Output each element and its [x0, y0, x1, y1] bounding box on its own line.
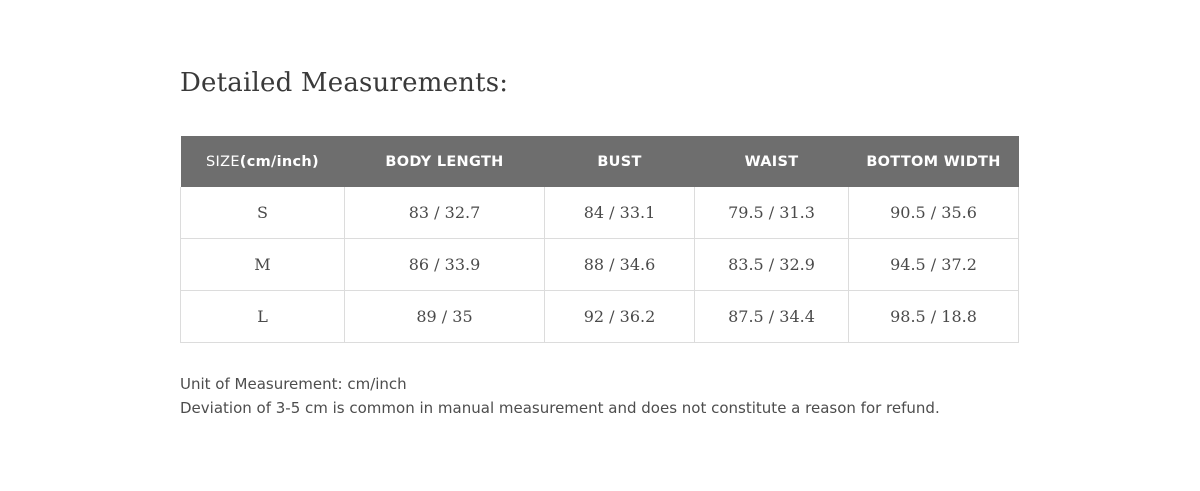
note-unit: Unit of Measurement: cm/inch — [180, 375, 407, 393]
cell-waist: 83.5 / 32.9 — [695, 239, 849, 291]
column-header-bust: BUST — [545, 136, 695, 187]
table-header-row — [181, 136, 1019, 187]
table-row — [181, 239, 1019, 291]
cell-body-length: 89 / 35 — [345, 291, 545, 343]
cell-bust: 88 / 34.6 — [545, 239, 695, 291]
cell-size: L — [181, 291, 345, 343]
cell-bottom-width: 98.5 / 18.8 — [849, 291, 1019, 343]
column-header-size-main: SIZE — [206, 153, 240, 170]
size-chart-table — [180, 136, 1019, 343]
cell-bottom-width: 90.5 / 35.6 — [849, 187, 1019, 239]
column-header-size — [181, 136, 345, 187]
cell-body-length: 86 / 33.9 — [345, 239, 545, 291]
page-title: Detailed Measurements: — [180, 68, 509, 98]
table-row — [181, 291, 1019, 343]
cell-bust: 84 / 33.1 — [545, 187, 695, 239]
column-header-bottom-width: BOTTOM WIDTH — [849, 136, 1019, 187]
table-row — [181, 187, 1019, 239]
measurement-notes — [180, 372, 940, 420]
cell-bottom-width: 94.5 / 37.2 — [849, 239, 1019, 291]
cell-waist: 79.5 / 31.3 — [695, 187, 849, 239]
cell-body-length: 83 / 32.7 — [345, 187, 545, 239]
table-header — [181, 136, 1019, 187]
cell-waist: 87.5 / 34.4 — [695, 291, 849, 343]
column-header-body-length: BODY LENGTH — [345, 136, 545, 187]
cell-size: M — [181, 239, 345, 291]
note-deviation: Deviation of 3-5 cm is common in manual measurement and does not constitute a reason for refund. — [180, 399, 940, 417]
table-body — [181, 187, 1019, 343]
cell-bust: 92 / 36.2 — [545, 291, 695, 343]
cell-size: S — [181, 187, 345, 239]
column-header-size-unit: (cm/inch) — [239, 153, 319, 170]
column-header-waist: WAIST — [695, 136, 849, 187]
